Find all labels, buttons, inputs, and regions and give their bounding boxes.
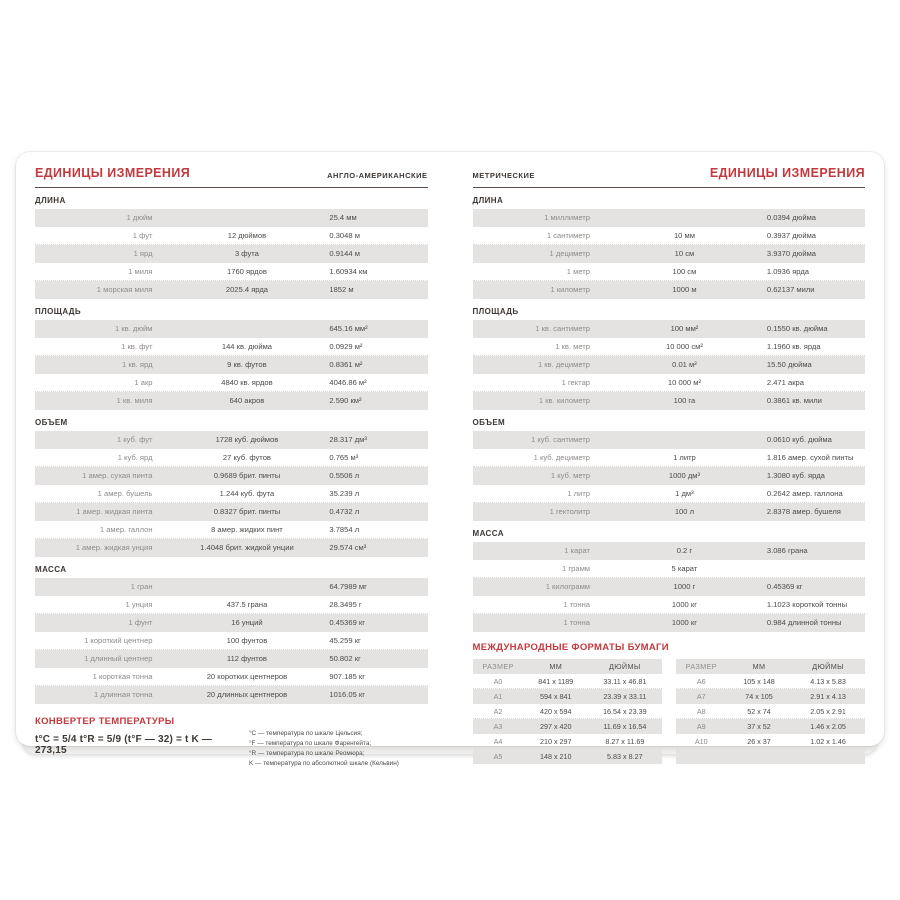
legend-line-fahrenheit: °F — температура по шкале Фаренгейта; xyxy=(248,740,372,747)
unit-equivalent: 10 см xyxy=(674,249,695,258)
table-row xyxy=(473,263,866,281)
paper-formats-section xyxy=(473,642,866,764)
paper-mm: 841 x 1189 xyxy=(538,676,574,686)
unit-name: 1 куб. метр xyxy=(550,471,591,480)
paper-table-a6-a10 xyxy=(676,659,865,764)
section-label: ОБЪЕМ xyxy=(35,418,68,427)
unit-name: 1 унция xyxy=(125,600,153,609)
unit-value: 28.3495 г xyxy=(329,600,362,609)
unit-equivalent: 1760 ярдов xyxy=(227,267,267,276)
unit-name: 1 гектар xyxy=(561,378,591,387)
col-header-size: РАЗМЕР xyxy=(482,662,514,671)
unit-equivalent: 4840 кв. ярдов xyxy=(221,378,273,387)
unit-name: 1 кв. фут xyxy=(121,342,153,351)
page-title: ЕДИНИЦЫ ИЗМЕРЕНИЯ xyxy=(35,166,191,180)
section-volume xyxy=(473,418,866,521)
unit-value: 15.50 дюйма xyxy=(766,360,812,369)
table-row xyxy=(35,686,428,704)
unit-value: 25.4 мм xyxy=(329,213,357,222)
unit-equivalent: 20 коротких центнеров xyxy=(206,672,288,681)
temperature-converter-title: КОНВЕРТЕР ТЕМПЕРАТУРЫ xyxy=(35,716,175,727)
unit-name: 1 дециметр xyxy=(549,249,591,258)
table-row xyxy=(676,689,865,704)
unit-equivalent: 1 дм³ xyxy=(675,489,694,498)
unit-equivalent: 437.5 грана xyxy=(226,600,268,609)
unit-value: 2.8378 амер. бушеля xyxy=(766,507,841,516)
mass-table xyxy=(35,578,428,704)
paper-table-header xyxy=(473,659,662,674)
table-row xyxy=(35,281,428,299)
unit-equivalent: 5 карат xyxy=(671,564,698,573)
unit-value: 1852 м xyxy=(329,285,354,294)
header-rule xyxy=(35,187,428,188)
paper-mm: 210 x 297 xyxy=(539,736,572,746)
paper-size: A3 xyxy=(493,721,503,731)
unit-equivalent: 1000 кг xyxy=(671,600,697,609)
unit-name: 1 амер. жидкая унция xyxy=(75,543,153,552)
section-mass xyxy=(473,529,866,632)
unit-value: 28.317 дм³ xyxy=(329,435,367,444)
length-table xyxy=(35,209,428,299)
temperature-converter-left xyxy=(35,716,235,769)
table-row xyxy=(473,674,662,689)
left-page xyxy=(35,162,428,767)
paper-size: A8 xyxy=(696,706,706,716)
section-area xyxy=(473,307,866,410)
table-row xyxy=(35,392,428,410)
paper-table-a0-a5 xyxy=(473,659,662,764)
paper-mm: 52 x 74 xyxy=(747,706,771,716)
paper-mm: 105 x 148 xyxy=(743,676,775,686)
unit-name: 1 карат xyxy=(564,546,591,555)
unit-name: 1 кв. метр xyxy=(555,342,591,351)
unit-equivalent: 1000 г xyxy=(673,582,696,591)
page-subtitle: АНГЛО-АМЕРИКАНСКИЕ xyxy=(327,171,428,180)
section-label: МАССА xyxy=(35,565,67,574)
paper-mm: 297 x 420 xyxy=(539,721,572,731)
section-label: ОБЪЕМ xyxy=(472,418,506,427)
unit-equivalent: 27 куб. футов xyxy=(222,453,271,462)
unit-name: 1 куб. сантиметр xyxy=(530,435,591,444)
unit-equivalent: 1728 куб. дюймов xyxy=(215,435,279,444)
unit-value: 1.0936 ярда xyxy=(766,267,810,276)
paper-size: A10 xyxy=(694,736,708,746)
unit-value: 1.3080 куб. ярда xyxy=(766,471,825,480)
paper-inches: 2.05 x 2.91 xyxy=(810,706,846,716)
area-table xyxy=(35,320,428,410)
unit-equivalent: 100 мм² xyxy=(670,324,699,333)
unit-value: 29.574 см³ xyxy=(329,543,367,552)
unit-value: 45.259 кг xyxy=(329,636,361,645)
unit-value: 0.3861 кв. мили xyxy=(766,396,822,405)
table-row xyxy=(473,503,866,521)
unit-name: 1 ярд xyxy=(133,249,153,258)
table-row xyxy=(35,374,428,392)
unit-equivalent: 1 литр xyxy=(673,453,696,462)
table-row xyxy=(473,245,866,263)
unit-equivalent: 0.9689 брит. пинты xyxy=(213,471,281,480)
unit-value: 0.62137 мили xyxy=(766,285,815,294)
planner-spread xyxy=(16,152,884,767)
unit-name: 1 длинная тонна xyxy=(94,690,153,699)
unit-value: 0.45369 кг xyxy=(329,618,366,627)
unit-value: 2.471 акра xyxy=(766,378,804,387)
temperature-converter xyxy=(35,716,428,769)
table-row xyxy=(473,281,866,299)
right-page xyxy=(472,162,866,761)
unit-value: 0.0394 дюйма xyxy=(766,213,817,222)
unit-value: 3.7854 л xyxy=(329,525,360,534)
unit-equivalent: 12 дюймов xyxy=(227,231,267,240)
unit-name: 1 тонна xyxy=(563,600,591,609)
table-row xyxy=(473,449,866,467)
unit-equivalent: 20 длинных центнеров xyxy=(206,690,288,699)
col-header-inches: ДЮЙМЫ xyxy=(609,662,641,671)
unit-name: 1 метр xyxy=(566,267,591,276)
unit-equivalent: 144 кв. дюйма xyxy=(221,342,273,351)
table-row xyxy=(473,704,662,719)
table-row xyxy=(473,209,866,227)
unit-value: 0.1550 кв. дюйма xyxy=(766,324,828,333)
unit-equivalent: 1000 кг xyxy=(671,618,697,627)
table-row xyxy=(473,734,662,749)
paper-size: A4 xyxy=(493,736,503,746)
unit-value: 0.45369 кг xyxy=(766,582,803,591)
unit-value: 0.3937 дюйма xyxy=(766,231,817,240)
table-row xyxy=(676,674,865,689)
unit-equivalent: 2025.4 ярда xyxy=(225,285,269,294)
table-row xyxy=(473,485,866,503)
unit-name: 1 амер. жидкая пинта xyxy=(76,507,153,516)
unit-name: 1 грамм xyxy=(562,564,591,573)
table-row xyxy=(35,338,428,356)
table-row xyxy=(473,596,866,614)
table-row xyxy=(35,245,428,263)
unit-name: 1 амер. бушель xyxy=(97,489,153,498)
length-table xyxy=(473,209,866,299)
unit-name: 1 морская миля xyxy=(96,285,153,294)
unit-name: 1 фут xyxy=(132,231,153,240)
unit-equivalent: 9 кв. футов xyxy=(227,360,267,369)
section-mass xyxy=(35,565,428,704)
unit-equivalent: 1.4048 брит. жидкой унции xyxy=(200,543,294,552)
mass-table xyxy=(473,542,866,632)
table-row xyxy=(35,578,428,596)
table-row xyxy=(473,560,866,578)
section-label: ПЛОЩАДЬ xyxy=(472,307,519,316)
unit-value: 64.7989 мг xyxy=(329,582,367,591)
table-row xyxy=(676,704,865,719)
unit-equivalent: 100 л xyxy=(674,507,695,516)
unit-value: 1.1960 кв. ярда xyxy=(766,342,821,351)
unit-name: 1 сантиметр xyxy=(546,231,591,240)
table-row xyxy=(35,503,428,521)
section-label: ДЛИНА xyxy=(35,196,66,205)
unit-equivalent: 0.8327 брит. пинты xyxy=(213,507,281,516)
unit-value: 35.239 л xyxy=(329,489,360,498)
table-row xyxy=(473,320,866,338)
unit-name: 1 гектолитр xyxy=(549,507,591,516)
unit-name: 1 короткая тонна xyxy=(92,672,153,681)
unit-equivalent: 100 фунтов xyxy=(226,636,268,645)
table-row xyxy=(35,320,428,338)
unit-value: 645.16 мм² xyxy=(329,324,368,333)
table-row xyxy=(35,539,428,557)
col-header-mm: ММ xyxy=(549,662,563,671)
section-label: ДЛИНА xyxy=(472,196,504,205)
area-table xyxy=(473,320,866,410)
volume-table xyxy=(35,431,428,557)
table-row xyxy=(473,749,662,764)
unit-name: 1 куб. дециметр xyxy=(533,453,591,462)
unit-name: 1 тонна xyxy=(563,618,591,627)
unit-name: 1 амер. сухая пинта xyxy=(82,471,153,480)
col-header-mm: ММ xyxy=(752,662,766,671)
col-header-inches: ДЮЙМЫ xyxy=(812,662,844,671)
paper-size: A2 xyxy=(493,706,503,716)
unit-equivalent: 3 фута xyxy=(234,249,259,258)
table-row xyxy=(473,392,866,410)
paper-formats-tables xyxy=(473,659,866,764)
table-row xyxy=(473,374,866,392)
table-row xyxy=(473,542,866,560)
unit-value: 0.9144 м xyxy=(329,249,360,258)
table-row xyxy=(35,668,428,686)
table-row xyxy=(35,356,428,374)
paper-inches: 11.69 x 16.54 xyxy=(603,721,647,731)
unit-value: 0.0929 м² xyxy=(329,342,363,351)
paper-mm: 37 x 52 xyxy=(747,721,771,731)
unit-name: 1 миля xyxy=(128,267,153,276)
unit-equivalent: 8 амер. жидких пинт xyxy=(211,525,283,534)
section-label: ПЛОЩАДЬ xyxy=(35,307,82,316)
unit-name: 1 акр xyxy=(134,378,153,387)
table-row xyxy=(35,485,428,503)
unit-value: 0.4732 л xyxy=(329,507,360,516)
unit-value: 0.5506 л xyxy=(329,471,360,480)
section-length xyxy=(473,196,866,299)
paper-size: A1 xyxy=(493,691,503,701)
paper-size: A9 xyxy=(696,721,706,731)
unit-name: 1 кв. дюйм xyxy=(115,324,153,333)
section-area xyxy=(35,307,428,410)
table-row xyxy=(35,614,428,632)
table-row xyxy=(473,356,866,374)
paper-size: A6 xyxy=(696,676,706,686)
table-row xyxy=(35,263,428,281)
unit-name: 1 длинный центнер xyxy=(84,654,153,663)
header-rule xyxy=(473,187,866,188)
unit-equivalent: 1.244 куб. фута xyxy=(219,489,275,498)
paper-mm: 594 x 841 xyxy=(539,691,572,701)
unit-name: 1 фунт xyxy=(128,618,153,627)
unit-value: 0.765 м³ xyxy=(329,453,359,462)
right-page-header xyxy=(473,162,866,180)
unit-value: 50.802 кг xyxy=(329,654,361,663)
paper-size: A5 xyxy=(493,751,503,761)
paper-inches: 1.02 x 1.46 xyxy=(810,736,846,746)
unit-value: 2.590 км² xyxy=(329,396,362,405)
temperature-legend xyxy=(249,716,428,769)
unit-equivalent: 10 000 м² xyxy=(667,378,701,387)
unit-value: 4046.86 м² xyxy=(329,378,367,387)
paper-inches: 2.91 x 4.13 xyxy=(810,691,846,701)
page-title: ЕДИНИЦЫ ИЗМЕРЕНИЯ xyxy=(709,166,865,180)
unit-name: 1 килограмм xyxy=(545,582,591,591)
table-row xyxy=(473,431,866,449)
table-row xyxy=(35,227,428,245)
table-row xyxy=(676,734,865,749)
table-row xyxy=(473,227,866,245)
table-row xyxy=(676,719,865,734)
table-row xyxy=(35,521,428,539)
table-row xyxy=(35,650,428,668)
temperature-formula: t°C = 5/4 t°R = 5/9 (t°F — 32) = t K — 273,15 xyxy=(35,734,213,756)
page-subtitle: МЕТРИЧЕСКИЕ xyxy=(472,171,535,180)
paper-rows xyxy=(473,674,662,764)
unit-equivalent: 10 мм xyxy=(673,231,695,240)
legend-line-kelvin: K — температура по абсолютной шкале (Кельвин) xyxy=(248,760,399,767)
unit-equivalent: 640 акров xyxy=(229,396,265,405)
unit-name: 1 куб. фут xyxy=(116,435,153,444)
table-row xyxy=(35,449,428,467)
section-label: МАССА xyxy=(472,529,504,538)
paper-inches: 33.11 x 46.81 xyxy=(603,676,647,686)
unit-value: 1.816 амер. сухой пинты xyxy=(766,453,854,462)
unit-equivalent: 100 см xyxy=(672,267,697,276)
unit-value: 0.984 длинной тонны xyxy=(766,618,842,627)
unit-value: 1.60934 км xyxy=(329,267,368,276)
paper-table-header xyxy=(676,659,865,674)
unit-equivalent: 10 000 см² xyxy=(665,342,703,351)
unit-value: 1016.05 кг xyxy=(329,690,366,699)
table-row xyxy=(473,338,866,356)
unit-name: 1 миллиметр xyxy=(544,213,591,222)
table-row xyxy=(473,467,866,485)
paper-size: A0 xyxy=(493,676,503,686)
table-row xyxy=(35,632,428,650)
paper-mm: 420 x 594 xyxy=(539,706,572,716)
table-row xyxy=(35,596,428,614)
unit-name: 1 кв. миля xyxy=(116,396,153,405)
table-row xyxy=(676,749,865,764)
unit-value: 1.1023 короткой тонны xyxy=(766,600,848,609)
paper-mm: 26 x 37 xyxy=(747,736,771,746)
table-row xyxy=(473,614,866,632)
table-row xyxy=(473,578,866,596)
unit-equivalent: 16 унций xyxy=(231,618,263,627)
paper-formats-title: МЕЖДУНАРОДНЫЕ ФОРМАТЫ БУМАГИ xyxy=(472,642,669,653)
unit-equivalent: 1000 м xyxy=(672,285,697,294)
unit-equivalent: 0.01 м² xyxy=(672,360,697,369)
unit-equivalent: 0.2 г xyxy=(676,546,693,555)
paper-inches: 23.39 x 33.11 xyxy=(603,691,647,701)
paper-rows xyxy=(676,674,865,764)
unit-name: 1 кв. дециметр xyxy=(537,360,591,369)
unit-name: 1 дюйм xyxy=(126,213,153,222)
unit-equivalent: 1000 дм³ xyxy=(668,471,701,480)
section-length xyxy=(35,196,428,299)
table-row xyxy=(473,689,662,704)
paper-inches: 5.83 x 8.27 xyxy=(607,751,643,761)
unit-name: 1 кв. ярд xyxy=(122,360,153,369)
paper-size: A7 xyxy=(696,691,706,701)
unit-equivalent: 100 га xyxy=(673,396,696,405)
unit-name: 1 кв. километр xyxy=(538,396,591,405)
paper-inches: 1.46 x 2.05 xyxy=(810,721,846,731)
unit-name: 1 короткий центнер xyxy=(84,636,153,645)
unit-name: 1 гран xyxy=(130,582,153,591)
unit-name: 1 амер. галлон xyxy=(99,525,153,534)
paper-mm: 74 x 105 xyxy=(745,691,773,701)
table-row xyxy=(35,209,428,227)
table-row xyxy=(473,719,662,734)
table-row xyxy=(35,467,428,485)
unit-value: 0.0610 куб. дюйма xyxy=(766,435,832,444)
unit-name: 1 километр xyxy=(550,285,591,294)
paper-inches: 16.54 x 23.39 xyxy=(603,706,647,716)
volume-table xyxy=(473,431,866,521)
section-volume xyxy=(35,418,428,557)
legend-line-reaumur: °R — температура по шкале Реомюра; xyxy=(248,750,365,757)
legend-line-celsius: °C — температура по шкале Цельсия; xyxy=(248,730,363,737)
unit-value: 0.2642 амер. галлона xyxy=(766,489,843,498)
unit-equivalent: 112 фунтов xyxy=(226,654,267,663)
paper-inches: 8.27 x 11.69 xyxy=(605,736,645,746)
col-header-size: РАЗМЕР xyxy=(685,662,717,671)
paper-mm: 148 x 210 xyxy=(539,751,572,761)
unit-value: 0.8361 м² xyxy=(329,360,363,369)
unit-name: 1 литр xyxy=(567,489,591,498)
table-row xyxy=(35,431,428,449)
unit-value: 3.086 грана xyxy=(766,546,808,555)
paper-inches: 4.13 x 5.83 xyxy=(810,676,846,686)
unit-value: 0.3048 м xyxy=(329,231,360,240)
left-page-header xyxy=(35,162,428,180)
unit-value: 3.9370 дюйма xyxy=(766,249,817,258)
unit-name: 1 кв. сантиметр xyxy=(535,324,591,333)
unit-value: 907.185 кг xyxy=(329,672,366,681)
unit-name: 1 куб. ярд xyxy=(117,453,153,462)
